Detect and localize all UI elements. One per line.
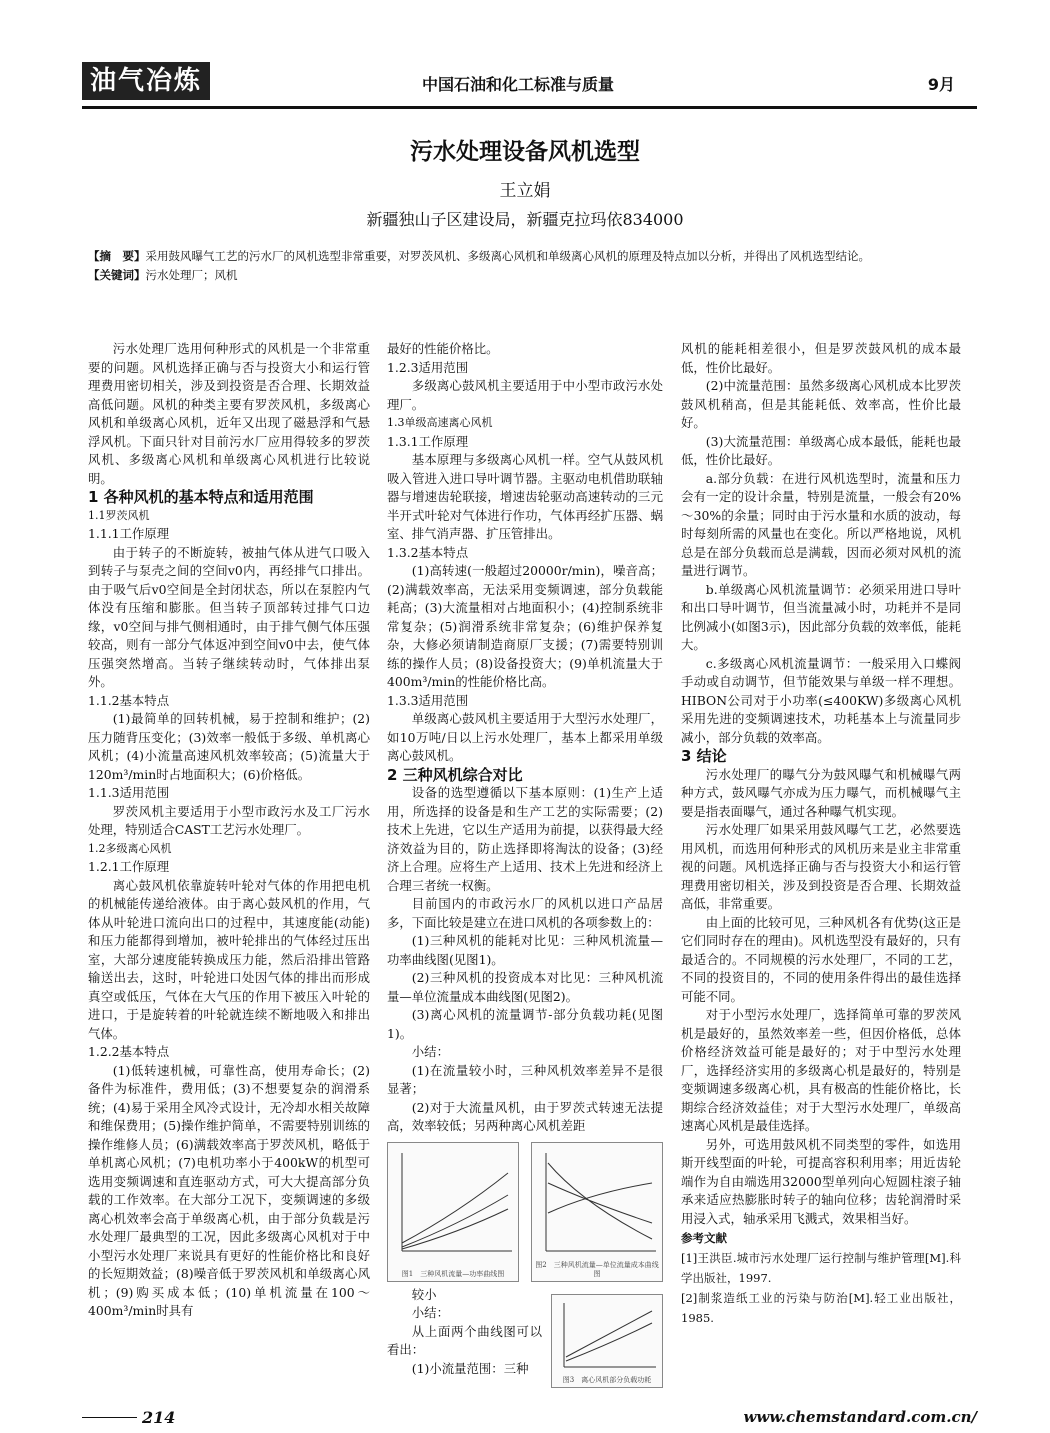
figure-3-plot — [552, 1295, 662, 1387]
figure-1-caption: 图1 三种风机流量—功率曲线图 — [401, 1269, 505, 1278]
subsection-heading: 1.1罗茨风机 — [88, 508, 150, 522]
subsubsection-heading: 1.3.3适用范围 — [387, 692, 469, 708]
paragraph: 另外，可选用鼓风机不同类型的零件，如选用斯开线型面的叶轮，可提高容积利用率；用近齿轮端作为自由端选用32000型单列向心短圆柱滚子轴承来适应热膨胀时转子的轴向位移；齿轮润滑时采用浸入式，轴承采用飞溅式，效果相当好。 — [681, 1136, 961, 1226]
paragraph: (1)三种风机的能耗对比见：三种风机流量—功率曲线图(见图1)。 — [387, 933, 663, 967]
paragraph: 多级离心鼓风机主要适用于中小型市政污水处理厂。 — [387, 378, 663, 412]
figure-2 — [531, 1142, 663, 1282]
article-title: 污水处理设备风机选型 — [410, 139, 640, 165]
figure-1-plot — [388, 1143, 518, 1281]
figure-3 — [551, 1294, 663, 1388]
keywords-text: 污水处理厂；风机 — [145, 268, 238, 282]
paragraph: 罗茨风机主要适用于小型市政污水及工厂污水处理，特别适合CAST工艺污水处理厂。 — [88, 803, 370, 837]
subsection-heading: 1.2多级离心风机 — [88, 841, 172, 855]
paragraph: b.单级离心风机流量调节：必须采用进口导叶和出口导叶调节，但当流量减小时，功耗并不是同比例减小(如图3示)，因此部分负载的效率低，能耗大。 — [681, 581, 961, 652]
paragraph: (1)在流量较小时，三种风机效率差异不是很显著； — [387, 1062, 663, 1096]
footer-url: www.chemstandard.com.cn/ — [743, 1408, 977, 1426]
paragraph: 基本原理与多级离心风机一样。空气从鼓风机吸入管进入进口导叶调节器。主驱动电机借助联轴器与增速齿轮联接，增速齿轮驱动高速转动的三元半开式叶轮对气体进行作功，气体再经扩压器、蜗室、排气消声器、扩压管排出。 — [387, 452, 663, 541]
figure-2-caption: 图2 三种风机流量—单位流量成本曲线图 — [535, 1260, 659, 1278]
paragraph: 从上面两个曲线图可以看出： — [387, 1323, 542, 1357]
subsubsection-heading: 1.2.3适用范围 — [387, 359, 469, 375]
author: 王立娟 — [499, 181, 551, 201]
paragraph: 离心鼓风机依靠旋转叶轮对气体的作用把电机的机械能传递给液体。由于离心鼓风机的作用，气体从叶轮进口流向出口的过程中，其速度能(动能)和压力能都得到增加，被叶轮排出的气体经过压出室，大部分速度能转换成压力能，然后沿排出管路输送出去，这时，叶轮进口处因气体的排出而形成真空或低压，气体在大气压的作用下被压入叶轮的进口，于是旋转着的叶轮就连续不断地吸入和排出气体。 — [88, 877, 370, 1041]
reference-item: [1]王洪臣.城市污水处理厂运行控制与维护管理[M].科学出版社，1997. — [681, 1251, 961, 1285]
summary-with-figure — [387, 1286, 663, 1388]
abstract — [88, 247, 968, 285]
paragraph: (2)对于大流量风机，由于罗茨式转速无法提高，效率较低；另两种离心风机差距 — [387, 1099, 663, 1133]
paragraph: (1)小流量范围：三种 — [411, 1360, 529, 1376]
paragraph: 小结： — [411, 1305, 449, 1320]
journal-logo: 油气冶炼 — [82, 62, 210, 100]
column-1 — [88, 340, 370, 1321]
abstract-label: 【摘 要】 — [88, 249, 146, 263]
paragraph: 对于小型污水处理厂，选择简单可靠的罗茨风机是最好的，虽然效率差一些，但因价格低，总体价格经济效益可能是最好的；对于中型污水处理厂，选择经济实用的多级离心机是最好的，特别是变频调速多级离心机，具有极高的性能价格比，长期综合经济效益佳；对于大型污水处理厂，单级高速离心风机是最佳选择。 — [681, 1007, 961, 1133]
subsubsection-heading: 1.2.2基本特点 — [88, 1044, 170, 1059]
paragraph: 最好的性能价格比。 — [387, 341, 499, 356]
paragraph: (3)离心风机的流量调节-部分负载功耗(见图1)。 — [387, 1007, 663, 1041]
section-heading: 3 结论 — [681, 747, 727, 765]
paragraph: 风机的能耗相差很小，但是罗茨鼓风机的成本最低，性价比最好。 — [681, 341, 961, 375]
paragraph: 较小 — [411, 1286, 437, 1302]
footer-rule — [82, 1417, 137, 1418]
figure-row — [387, 1142, 663, 1282]
paragraph: a.部分负载：在进行风机选型时，流量和压力会有一定的设计余量，特别是流量，一般会有20%～30%的余量；同时由于污水量和水质的波动，每时每刻所需的风量也在变化。所以严格地说，风机总是在部分负载而总是满载，因而必须对风机的流量进行调节。 — [681, 470, 961, 578]
paragraph: (1)最简单的回转机械，易于控制和维护；(2)压力随背压变化；(3)效率一般低于多级、单机离心风机；(4)小流量高速风机效率较高；(5)流量大于120m³/min时占地面积大；(6)价格低。 — [88, 711, 370, 782]
figure-3-caption: 图3 离心风机部分负载功耗 — [562, 1375, 652, 1384]
issue-month: 9月 — [927, 75, 955, 94]
paragraph: (1)低转速机械，可靠性高，使用寿命长；(2)备件为标准件，费用低；(3)不想要复杂的润滑系统；(4)易于采用全风冷式设计，无冷却水相关故障和维保费用；(5)操作维护简单，不需要特别训练的操作维修人员；(6)满载效率高于罗茨风机，略低于单机离心风机；(7)电机功率小于400kW的机型可选用变频调速和直连驱动方式，可大大提高部分负载的工作效率。在大部分工况下，变频调速的多级离心机效率会高于单级离心机，由于部分负载是污水处理厂最典型的工况，因此多级离心风机对于中小型污水处理厂来说具有更好的性能价格比和良好的长短期效益；(8)噪音低于罗茨风机和单级离心风机；(9)购买成本低；(10)单机流量在100～400m³/min时具有 — [88, 1062, 370, 1318]
subsubsection-heading: 1.1.3适用范围 — [88, 785, 170, 800]
references — [681, 1228, 961, 1328]
paragraph: 污水处理厂的曝气分为鼓风曝气和机械曝气两种方式，鼓风曝气亦成为压力曝气，而机械曝气主要是指表面曝气，通过各种曝气机实现。 — [681, 766, 961, 819]
section-heading: 1 各种风机的基本特点和适用范围 — [88, 488, 314, 506]
paragraph: 污水处理厂选用何种形式的风机是一个非常重要的问题。风机选择正确与否与投资大小和运行管理费用密切相关，涉及到投资是否合理、长期效益高低问题。风机的种类主要有罗茨风机，多级离心风机和单级离心风机，近年又出现了磁悬浮和气悬浮风机。下面只针对目前污水厂应用得较多的罗茨风机、多级离心风机和单级离心风机进行比较说明。 — [88, 341, 370, 486]
paragraph: (1)高转速(一般超过20000r/min)，噪音高；(2)满载效率高，无法采用变频调速，部分负载能耗高；(3)大流量相对占地面积小；(4)控制系统非常复杂；(5)润滑系统非常复杂；(6)维护保养复杂，大修必须请制造商原厂支援；(7)需要特别训练的操作人员；(8)设备投资大；(9)单机流量大于400m³/min的性能价格比高。 — [387, 563, 663, 689]
page-footer — [82, 1408, 977, 1428]
subsubsection-heading: 1.1.1工作原理 — [88, 526, 170, 541]
paragraph: 由于转子的不断旋转，被抽气体从进气口吸入到转子与泵壳之间的空间v0内，再经排气口排出。由于吸气后v0空间是全封闭状态，所以在泵腔内气体没有压缩和膨胀。但当转子顶部转过排气口边缘，v0空间与排气侧相通时，由于排气侧气体压强较高，则有一部分气体返冲到空间v0中去，使气体压强突然增高。当转子继续转动时，气体排出泵外。 — [88, 544, 370, 689]
subsubsection-heading: 1.2.1工作原理 — [88, 859, 170, 874]
paragraph: (3)大流量范围：单级离心成本最低，能耗也最低，性价比最好。 — [681, 433, 961, 467]
subsubsection-heading: 1.1.2基本特点 — [88, 692, 170, 708]
references-heading: 参考文献 — [681, 1231, 727, 1245]
paragraph: c.多级离心风机流量调节：一般采用入口蝶阀手动或自动调节，但节能效果与单级一样不理想。HIBON公司对于小功率(≤400KW)多级离心风机采用先进的变频调速技术，功耗基本上与流量同步减小，部分负载的效率高。 — [681, 655, 961, 745]
keywords-label: 【关键词】 — [88, 268, 146, 282]
abstract-text: 采用鼓风曝气工艺的污水厂的风机选型非常重要，对罗茨风机、多级离心风机和单级离心风机的原理及特点加以分析，并得出了风机选型结论。 — [145, 249, 870, 263]
paragraph: 设备的选型遵循以下基本原则：(1)生产上适用，所选择的设备是和生产工艺的实际需要；(2)技术上先进，它以生产适用为前提，以获得最大经济效益为目的，防止选择即将淘汰的设备；(3)经济上合理。应将生产上适用、技术上先进和经济上合理三者统一权衡。 — [387, 785, 663, 893]
affiliation: 新疆独山子区建设局，新疆克拉玛依834000 — [366, 210, 684, 229]
paragraph: 目前国内的市政污水厂的风机以进口产品居多，下面比较是建立在进口风机的各项参数上的： — [387, 896, 663, 930]
paragraph: 单级离心鼓风机主要适用于大型污水处理厂，如10万吨/日以上污水处理厂，基本上都采用单级离心鼓风机。 — [387, 711, 663, 763]
paragraph: 小结： — [411, 1044, 449, 1059]
paragraph: (2)三种风机的投资成本对比见：三种风机流量—单位流量成本曲线图(见图2)。 — [387, 970, 663, 1004]
page-header — [82, 62, 977, 109]
column-2 — [387, 340, 663, 1388]
journal-name: 中国石油和化工标准与质量 — [422, 75, 615, 94]
paragraph: (2)中流量范围：虽然多级离心风机成本比罗茨鼓风机稍高，但是其能耗低、效率高，性价比最好。 — [681, 378, 961, 430]
page-number: 214 — [142, 1408, 176, 1427]
subsection-heading: 1.3单级高速离心风机 — [387, 416, 493, 429]
column-3 — [681, 340, 961, 1328]
paragraph: 污水处理厂如果采用鼓风曝气工艺，必然要选用风机，而选用何种形式的风机历来是业主非常重视的问题。风机选择正确与否与投资大小和运行管理费用密切相关，涉及到投资是否合理、长期效益高低，非常重要。 — [681, 822, 961, 911]
reference-item: [2]制浆造纸工业的污染与防治[M].轻工业出版社，1985. — [681, 1291, 961, 1325]
subsubsection-heading: 1.3.2基本特点 — [387, 544, 469, 560]
subsubsection-heading: 1.3.1工作原理 — [387, 433, 469, 449]
paragraph: 由上面的比较可见，三种风机各有优势(这正是它们同时存在的理由)。风机选型没有最好的，只有最适合的。不同规模的污水处理厂，不同的工艺，不同的投资目的，不同的使用条件得出的最佳选择可能不同。 — [681, 914, 961, 1004]
section-heading: 2 三种风机综合对比 — [387, 765, 523, 784]
figure-1 — [387, 1142, 519, 1282]
